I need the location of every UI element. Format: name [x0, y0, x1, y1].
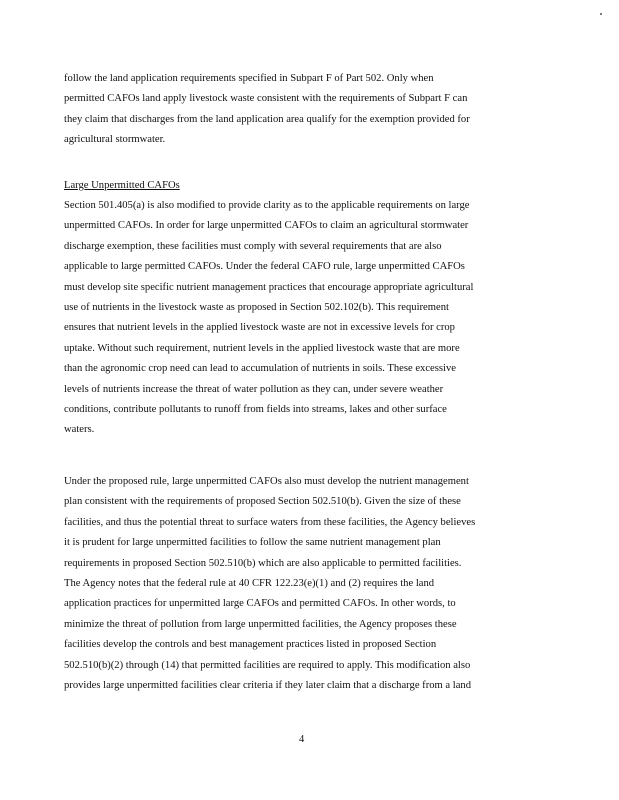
paragraph-line: use of nutrients in the livestock waste as proposed in Section 502.102(b). This requirement: [64, 302, 449, 314]
paragraph-line: provides large unpermitted facilities clear criteria if they later claim that a discharge from a land: [64, 680, 472, 692]
paragraph-line: conditions, contribute pollutants to runoff from fields into streams, lakes and other surface: [64, 404, 447, 416]
paragraph-line: waters.: [64, 424, 95, 436]
section-heading-block: [64, 176, 534, 196]
paragraph-line: levels of nutrients increase the threat of water pollution as they can, under severe weather: [64, 383, 444, 395]
section-heading: Large Unpermitted CAFOs: [64, 180, 180, 191]
paragraph-line: agricultural stormwater.: [64, 134, 166, 146]
paragraph-line: must develop site specific nutrient management practices that encourage appropriate agricultural: [64, 281, 474, 293]
paragraph-line: follow the land application requirements specified in Subpart F of Part 502. Only when: [64, 73, 434, 84]
paragraph-line: 502.510(b)(2) through (14) that permitted facilities are required to apply. This modification also: [64, 659, 471, 671]
paragraph-line: permitted CAFOs land apply livestock waste consistent with the requirements of Subpart F can: [64, 93, 468, 105]
paragraph-line: ensures that nutrient levels in the applied livestock waste are not in excessive levels for crop: [64, 322, 455, 334]
continued-paragraph: [64, 69, 534, 151]
paragraph-line: than the agronomic crop need can lead to accumulation of nutrients in soils. These excessive: [64, 363, 456, 375]
paragraph-line: discharge exemption, these facilities must comply with several requirements that are also: [64, 240, 442, 252]
paragraph-line: Under the proposed rule, large unpermitted CAFOs also must develop the nutrient management: [64, 476, 469, 487]
large-unpermitted-paragraph: [64, 196, 534, 441]
paragraph-line: facilities, and thus the potential threat to surface waters from these facilities, the Agency believes: [64, 516, 476, 528]
paragraph-line: Section 501.405(a) is also modified to provide clarity as to the applicable requirements on large: [64, 200, 470, 211]
paragraph-line: applicable to large permitted CAFOs. Under the federal CAFO rule, large unpermitted CAFOs: [64, 261, 465, 273]
proposed-rule-paragraph: [64, 472, 534, 696]
paragraph-line: plan consistent with the requirements of proposed Section 502.510(b). Given the size of these: [64, 496, 461, 508]
paragraph-line: minimize the threat of pollution from large unpermitted facilities, the Agency proposes these: [64, 618, 457, 630]
paragraph-line: uptake. Without such requirement, nutrient levels in the applied livestock waste that are more: [64, 342, 460, 354]
paragraph-line: they claim that discharges from the land application area qualify for the exemption provided for: [64, 113, 470, 125]
paragraph-line: it is prudent for large unpermitted facilities to follow the same nutrient management plan: [64, 537, 441, 549]
paragraph-line: facilities develop the controls and best management practices listed in proposed Section: [64, 639, 437, 651]
paragraph-line: requirements in proposed Section 502.510(b) which are also applicable to permitted facilities.: [64, 557, 462, 569]
scan-speck: [600, 13, 602, 15]
page-number: 4: [299, 734, 305, 745]
paragraph-line: application practices for unpermitted large CAFOs and permitted CAFOs. In other words, to: [64, 598, 456, 610]
paragraph-line: unpermitted CAFOs. In order for large unpermitted CAFOs to claim an agricultural stormwater: [64, 220, 469, 232]
paragraph-line: The Agency notes that the federal rule at 40 CFR 122.23(e)(1) and (2) requires the land: [64, 578, 435, 590]
